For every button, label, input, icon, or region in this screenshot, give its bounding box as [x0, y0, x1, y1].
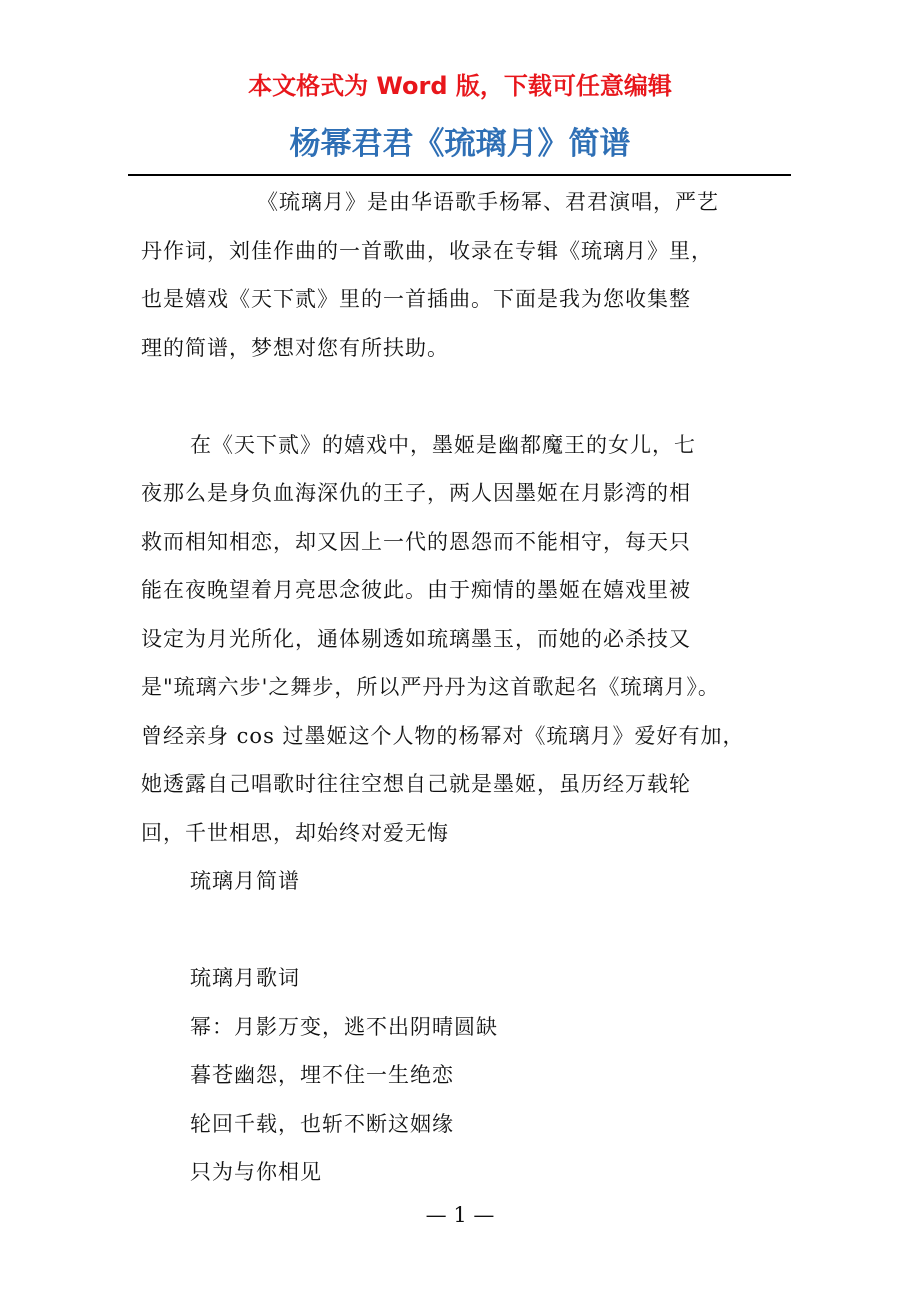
page-number: — 1 — [425, 1203, 495, 1227]
lyrics-heading: 琉璃月歌词 [190, 966, 300, 990]
paragraph-spacer [141, 372, 796, 421]
story-line-2: 夜那么是身负血海深仇的王子，两人因墨姬在月影湾的相 [141, 481, 691, 505]
story-line-3: 救而相知相恋，却又因上一代的恩怨而不能相守，每天只 [141, 529, 691, 554]
intro-line-4: 理的简谱，梦想对您有所扶助。 [141, 335, 449, 360]
lyric-line-4: 只为与你相见 [190, 1160, 322, 1184]
document-body [141, 178, 796, 1197]
story-line-9: 回，千世相思，却始终对爱无悔 [141, 820, 449, 845]
title-divider [128, 174, 791, 176]
story-line-5: 设定为月光所化，通体剔透如琉璃墨玉，而她的必杀技又 [141, 626, 691, 651]
lyric-line-3: 轮回千载，也斩不断这姻缘 [190, 1111, 454, 1136]
score-heading: 琉璃月简谱 [190, 869, 300, 893]
story-line-4: 能在夜晚望着月亮思念彼此。由于痴情的墨姬在嬉戏里被 [141, 578, 691, 602]
intro-line-3: 也是嬉戏《天下贰》里的一首插曲。下面是我为您收集整 [141, 287, 691, 311]
story-line-8: 她透露自己唱歌时往往空想自己就是墨姬，虽历经万载轮 [141, 772, 691, 796]
document-title: 杨幂君君《琉璃月》简谱 [289, 126, 631, 162]
lyric-line-2: 暮苍幽怨，埋不住一生绝恋 [190, 1063, 454, 1087]
intro-line-1: 《琉璃月》是由华语歌手杨幂、君君演唱，严艺 [257, 190, 719, 214]
story-line-7: 曾经亲身 cos 过墨姬这个人物的杨幂对《琉璃月》爱好有加， [141, 723, 745, 748]
story-line-6: 是"琉璃六步'之舞步，所以严丹丹为这首歌起名《琉璃月》。 [141, 675, 720, 699]
download-notice-banner: 本文格式为 Word 版，下载可任意编辑 [248, 72, 672, 100]
intro-line-2: 丹作词，刘佳作曲的一首歌曲，收录在专辑《琉璃月》里， [141, 238, 713, 263]
paragraph-spacer [141, 906, 796, 955]
lyric-line-1: 幂：月影万变，逃不出阴晴圆缺 [190, 1014, 498, 1039]
story-line-1: 在《天下贰》的嬉戏中，墨姬是幽都魔王的女儿，七 [190, 432, 696, 457]
